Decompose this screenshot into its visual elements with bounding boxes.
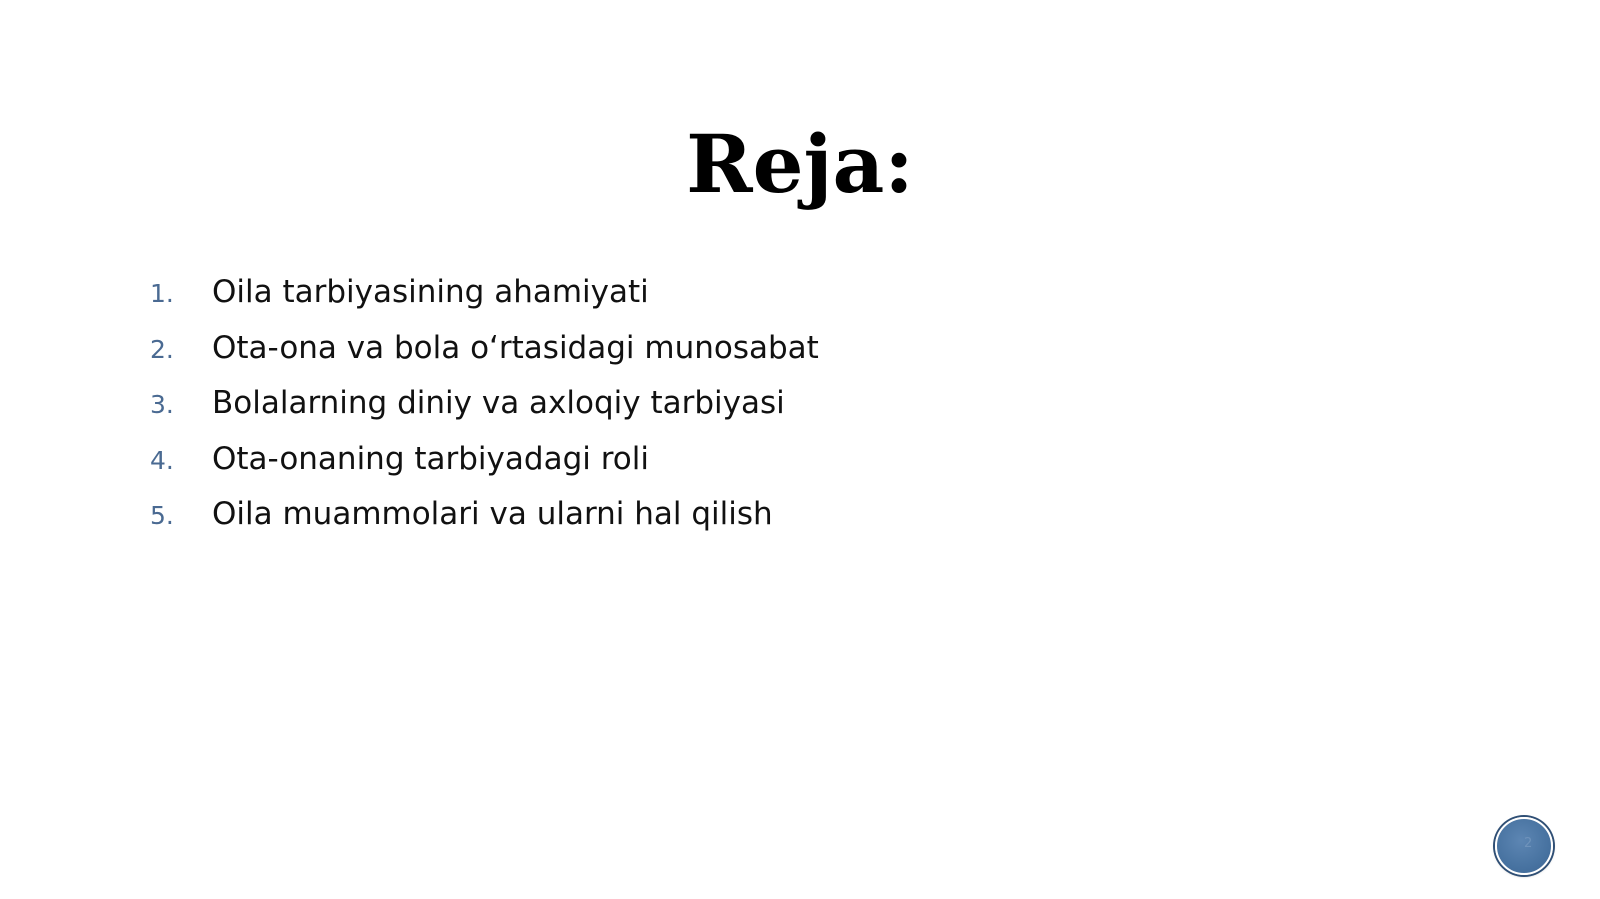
list-item-number: 1.	[150, 279, 174, 308]
list-item	[150, 496, 819, 552]
list-item	[150, 385, 819, 441]
slide-title: Reja:	[686, 117, 914, 211]
list-item-number: 3.	[150, 390, 174, 420]
list-item-number: 5.	[150, 501, 174, 531]
list-item-text: Ota-ona va bola o‘rtasidagi munosabat	[212, 329, 819, 366]
list-item	[150, 330, 819, 386]
list-item	[150, 441, 819, 497]
list-item-number: 4.	[150, 445, 174, 475]
list-item	[150, 274, 819, 330]
agenda-list	[150, 274, 819, 552]
list-item-text: Ota-onaning tarbiyadagi roli	[212, 440, 649, 477]
slide-number-badge	[1495, 817, 1553, 875]
slide-number: 2	[1524, 836, 1533, 851]
list-item-number: 2.	[150, 334, 174, 364]
list-item-text: Bolalarning diniy va axloqiy tarbiyasi	[212, 385, 785, 422]
list-item-text: Oila muammolari va ularni hal qilish	[212, 496, 773, 533]
list-item-text: Oila tarbiyasining ahamiyati	[212, 274, 649, 310]
